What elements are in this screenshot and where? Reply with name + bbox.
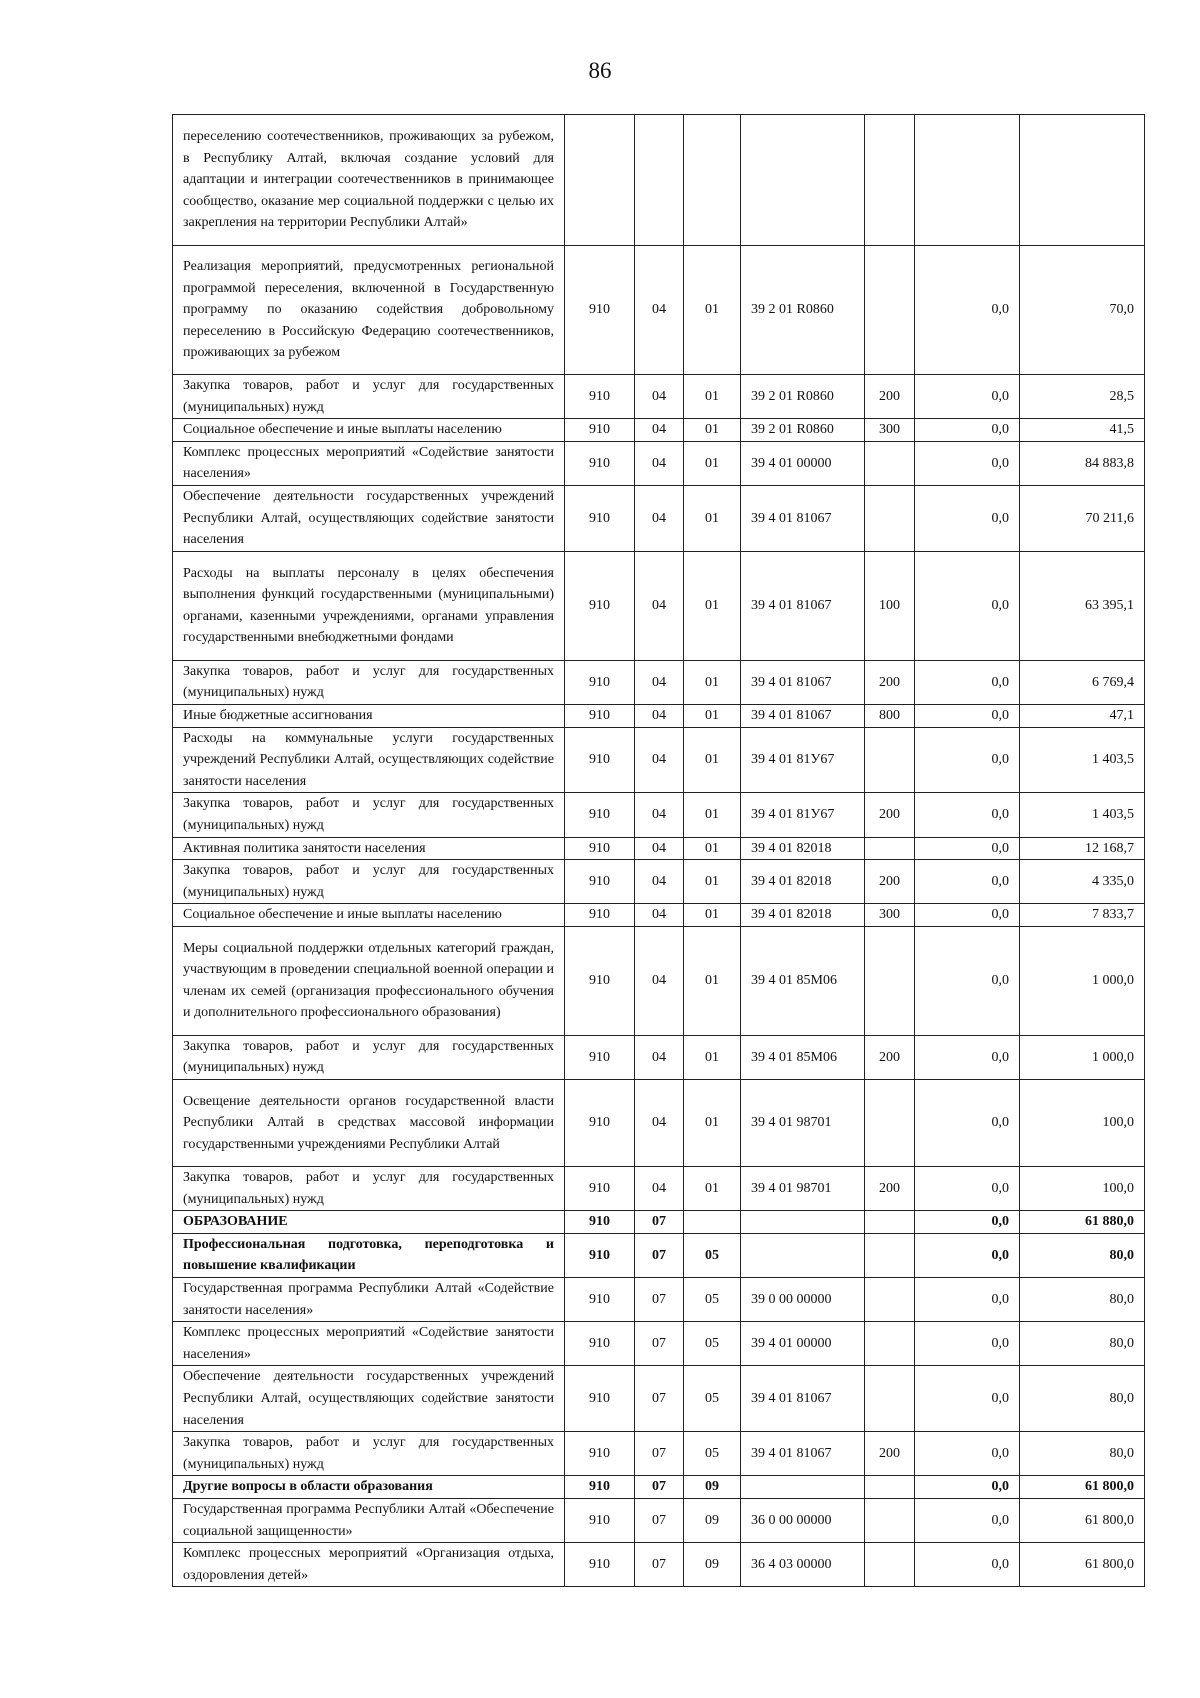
- row-expense-type: [865, 837, 915, 860]
- row-name: Комплекс процессных мероприятий «Организация отдыха, оздоровления детей»: [173, 1543, 565, 1587]
- row-target-article: 39 4 01 85М06: [741, 926, 865, 1035]
- row-amount-1: 0,0: [915, 485, 1020, 551]
- table-row: [173, 1035, 1145, 1079]
- row-amount-2: 1 403,5: [1020, 793, 1145, 837]
- row-target-article: 39 2 01 R0860: [741, 246, 865, 375]
- row-amount-2: 28,5: [1020, 375, 1145, 419]
- row-subsection-code: 01: [684, 551, 741, 660]
- row-amount-2: 80,0: [1020, 1278, 1145, 1322]
- row-target-article: 39 2 01 R0860: [741, 375, 865, 419]
- row-section-code: 07: [635, 1543, 684, 1587]
- row-grbs-code: 910: [565, 1167, 635, 1211]
- table-row: [173, 1432, 1145, 1476]
- row-subsection-code: [684, 1211, 741, 1234]
- row-target-article: 39 0 00 00000: [741, 1278, 865, 1322]
- row-expense-type: 200: [865, 1167, 915, 1211]
- row-grbs-code: 910: [565, 1233, 635, 1277]
- row-expense-type: [865, 926, 915, 1035]
- table-row: [173, 419, 1145, 442]
- row-section-code: 04: [635, 660, 684, 704]
- row-target-article: 39 4 01 82018: [741, 837, 865, 860]
- row-expense-type: [865, 1322, 915, 1366]
- row-subsection-code: 01: [684, 727, 741, 793]
- row-amount-1: 0,0: [915, 1543, 1020, 1587]
- row-target-article: 39 4 01 00000: [741, 441, 865, 485]
- row-section-code: 04: [635, 1035, 684, 1079]
- row-section-code: 04: [635, 419, 684, 442]
- row-amount-1: 0,0: [915, 1322, 1020, 1366]
- row-section-code: 04: [635, 704, 684, 727]
- row-section-code: 04: [635, 1080, 684, 1167]
- row-expense-type: 300: [865, 904, 915, 927]
- row-amount-1: 0,0: [915, 860, 1020, 904]
- table-row: [173, 1366, 1145, 1432]
- row-target-article: 39 2 01 R0860: [741, 419, 865, 442]
- row-section-code: 04: [635, 727, 684, 793]
- table-row: [173, 1211, 1145, 1234]
- budget-table: [172, 114, 1145, 1587]
- table-row: [173, 375, 1145, 419]
- row-name: Закупка товаров, работ и услуг для государственных (муниципальных) нужд: [173, 860, 565, 904]
- row-subsection-code: 01: [684, 246, 741, 375]
- row-grbs-code: 910: [565, 246, 635, 375]
- row-target-article: [741, 1211, 865, 1234]
- table-row: [173, 860, 1145, 904]
- table-row: [173, 441, 1145, 485]
- table-row: [173, 660, 1145, 704]
- row-amount-2: 80,0: [1020, 1233, 1145, 1277]
- row-amount-1: 0,0: [915, 1080, 1020, 1167]
- row-section-code: 07: [635, 1278, 684, 1322]
- row-amount-1: 0,0: [915, 704, 1020, 727]
- row-name: Закупка товаров, работ и услуг для государственных (муниципальных) нужд: [173, 660, 565, 704]
- row-target-article: 39 4 01 81067: [741, 551, 865, 660]
- row-expense-type: 200: [865, 1035, 915, 1079]
- row-target-article: 39 4 01 81067: [741, 485, 865, 551]
- row-name: Реализация мероприятий, предусмотренных региональной программой переселения, включенной в Государственную программу по оказанию содействия добровольному переселению в Российскую Федерацию соотечественников, проживающих за рубежом: [173, 246, 565, 375]
- row-name: Комплекс процессных мероприятий «Содействие занятости населения»: [173, 1322, 565, 1366]
- row-subsection-code: 01: [684, 704, 741, 727]
- table-row: [173, 793, 1145, 837]
- row-target-article: 36 0 00 00000: [741, 1498, 865, 1542]
- row-amount-2: 84 883,8: [1020, 441, 1145, 485]
- row-expense-type: [865, 1498, 915, 1542]
- row-subsection-code: 01: [684, 1035, 741, 1079]
- row-name: Расходы на коммунальные услуги государственных учреждений Республики Алтай, осуществляющих содействие занятости населения: [173, 727, 565, 793]
- row-amount-2: 80,0: [1020, 1366, 1145, 1432]
- row-name: Обеспечение деятельности государственных учреждений Республики Алтай, осуществляющих содействие занятости населения: [173, 485, 565, 551]
- row-expense-type: 200: [865, 1432, 915, 1476]
- row-section-code: 04: [635, 375, 684, 419]
- table-row: [173, 1322, 1145, 1366]
- row-subsection-code: 01: [684, 419, 741, 442]
- row-section-code: [635, 115, 684, 246]
- row-subsection-code: 01: [684, 793, 741, 837]
- row-grbs-code: 910: [565, 1322, 635, 1366]
- row-name: Закупка товаров, работ и услуг для государственных (муниципальных) нужд: [173, 793, 565, 837]
- row-amount-1: 0,0: [915, 1278, 1020, 1322]
- row-amount-1: 0,0: [915, 904, 1020, 927]
- row-target-article: 39 4 01 81067: [741, 1366, 865, 1432]
- row-grbs-code: 910: [565, 660, 635, 704]
- row-target-article: [741, 1476, 865, 1499]
- row-name: Государственная программа Республики Алтай «Содействие занятости населения»: [173, 1278, 565, 1322]
- row-name: Закупка товаров, работ и услуг для государственных (муниципальных) нужд: [173, 1432, 565, 1476]
- row-expense-type: [865, 1366, 915, 1432]
- row-target-article: 39 4 01 81067: [741, 704, 865, 727]
- row-grbs-code: 910: [565, 704, 635, 727]
- row-section-code: 04: [635, 837, 684, 860]
- row-name: Закупка товаров, работ и услуг для государственных (муниципальных) нужд: [173, 375, 565, 419]
- row-section-code: 04: [635, 485, 684, 551]
- row-grbs-code: 910: [565, 441, 635, 485]
- table-row: [173, 551, 1145, 660]
- row-amount-1: 0,0: [915, 660, 1020, 704]
- row-amount-2: 100,0: [1020, 1080, 1145, 1167]
- row-name: Другие вопросы в области образования: [173, 1476, 565, 1499]
- row-amount-1: 0,0: [915, 926, 1020, 1035]
- row-target-article: 39 4 01 82018: [741, 904, 865, 927]
- row-target-article: 39 4 01 00000: [741, 1322, 865, 1366]
- table-row: [173, 1233, 1145, 1277]
- row-name: переселению соотечественников, проживающих за рубежом, в Республику Алтай, включая создание условий для адаптации и интеграции соотечественников в принимающее сообщество, оказание мер социальной поддержки с целью их закрепления на территории Республики Алтай»: [173, 115, 565, 246]
- row-grbs-code: 910: [565, 1498, 635, 1542]
- row-expense-type: [865, 727, 915, 793]
- row-amount-2: 1 403,5: [1020, 727, 1145, 793]
- row-amount-2: 47,1: [1020, 704, 1145, 727]
- row-target-article: 39 4 01 98701: [741, 1167, 865, 1211]
- table-row: [173, 1167, 1145, 1211]
- row-amount-2: 100,0: [1020, 1167, 1145, 1211]
- row-amount-1: 0,0: [915, 1476, 1020, 1499]
- row-expense-type: [865, 1278, 915, 1322]
- table-row: [173, 1476, 1145, 1499]
- table-row: [173, 1498, 1145, 1542]
- row-grbs-code: 910: [565, 551, 635, 660]
- row-subsection-code: 01: [684, 837, 741, 860]
- row-subsection-code: 01: [684, 904, 741, 927]
- row-section-code: 07: [635, 1432, 684, 1476]
- row-grbs-code: 910: [565, 1543, 635, 1587]
- row-target-article: 39 4 01 81067: [741, 660, 865, 704]
- row-section-code: 04: [635, 860, 684, 904]
- page-number: 86: [588, 58, 612, 83]
- row-name: Социальное обеспечение и иные выплаты населению: [173, 904, 565, 927]
- row-section-code: 07: [635, 1366, 684, 1432]
- row-amount-1: 0,0: [915, 1035, 1020, 1079]
- row-amount-1: 0,0: [915, 1498, 1020, 1542]
- row-amount-1: 0,0: [915, 1233, 1020, 1277]
- row-expense-type: 300: [865, 419, 915, 442]
- row-amount-2: 7 833,7: [1020, 904, 1145, 927]
- row-amount-2: 12 168,7: [1020, 837, 1145, 860]
- row-section-code: 04: [635, 246, 684, 375]
- table-row: [173, 904, 1145, 927]
- row-amount-2: 61 800,0: [1020, 1498, 1145, 1542]
- row-amount-2: 1 000,0: [1020, 1035, 1145, 1079]
- row-grbs-code: [565, 115, 635, 246]
- row-subsection-code: 01: [684, 485, 741, 551]
- row-section-code: 04: [635, 551, 684, 660]
- row-amount-2: 6 769,4: [1020, 660, 1145, 704]
- row-amount-2: 61 800,0: [1020, 1543, 1145, 1587]
- row-section-code: 04: [635, 441, 684, 485]
- row-grbs-code: 910: [565, 1035, 635, 1079]
- table-row: [173, 1278, 1145, 1322]
- row-grbs-code: 910: [565, 1211, 635, 1234]
- row-subsection-code: 05: [684, 1432, 741, 1476]
- row-amount-1: 0,0: [915, 441, 1020, 485]
- row-name: Меры социальной поддержки отдельных категорий граждан, участвующим в проведении специальной военной операции и членам их семей (организация профессионального обучения и дополнительного профессионального образования): [173, 926, 565, 1035]
- row-grbs-code: 910: [565, 485, 635, 551]
- row-expense-type: [865, 1543, 915, 1587]
- row-amount-2: 70,0: [1020, 246, 1145, 375]
- row-grbs-code: 910: [565, 904, 635, 927]
- row-expense-type: 800: [865, 704, 915, 727]
- table-row: [173, 837, 1145, 860]
- row-section-code: 04: [635, 904, 684, 927]
- row-expense-type: [865, 115, 915, 246]
- row-subsection-code: 01: [684, 660, 741, 704]
- row-expense-type: [865, 1080, 915, 1167]
- row-subsection-code: 05: [684, 1278, 741, 1322]
- row-amount-1: 0,0: [915, 1167, 1020, 1211]
- row-section-code: 04: [635, 1167, 684, 1211]
- row-grbs-code: 910: [565, 1432, 635, 1476]
- row-grbs-code: 910: [565, 926, 635, 1035]
- budget-table-body: [173, 115, 1145, 1587]
- row-name: Освещение деятельности органов государственной власти Республики Алтай в средствах массовой информации государственными учреждениями Республики Алтай: [173, 1080, 565, 1167]
- row-expense-type: [865, 1211, 915, 1234]
- row-amount-1: 0,0: [915, 551, 1020, 660]
- row-subsection-code: 01: [684, 441, 741, 485]
- row-expense-type: 200: [865, 660, 915, 704]
- row-subsection-code: 05: [684, 1322, 741, 1366]
- row-grbs-code: 910: [565, 419, 635, 442]
- row-name: Закупка товаров, работ и услуг для государственных (муниципальных) нужд: [173, 1035, 565, 1079]
- row-section-code: 04: [635, 926, 684, 1035]
- table-row: [173, 926, 1145, 1035]
- table-row: [173, 704, 1145, 727]
- table-row: [173, 1080, 1145, 1167]
- row-grbs-code: 910: [565, 793, 635, 837]
- row-name: Активная политика занятости населения: [173, 837, 565, 860]
- row-amount-1: 0,0: [915, 837, 1020, 860]
- row-section-code: 07: [635, 1322, 684, 1366]
- row-amount-2: 1 000,0: [1020, 926, 1145, 1035]
- row-target-article: [741, 115, 865, 246]
- row-name: Социальное обеспечение и иные выплаты населению: [173, 419, 565, 442]
- row-subsection-code: 09: [684, 1543, 741, 1587]
- row-grbs-code: 910: [565, 727, 635, 793]
- row-amount-2: 4 335,0: [1020, 860, 1145, 904]
- row-grbs-code: 910: [565, 1278, 635, 1322]
- row-grbs-code: 910: [565, 1476, 635, 1499]
- row-expense-type: [865, 246, 915, 375]
- row-section-code: 04: [635, 793, 684, 837]
- row-name: Обеспечение деятельности государственных учреждений Республики Алтай, осуществляющих содействие занятости населения: [173, 1366, 565, 1432]
- table-row: [173, 1543, 1145, 1587]
- row-subsection-code: 05: [684, 1233, 741, 1277]
- row-amount-2: 80,0: [1020, 1322, 1145, 1366]
- row-target-article: 39 4 01 81У67: [741, 727, 865, 793]
- row-amount-1: 0,0: [915, 1211, 1020, 1234]
- row-grbs-code: 910: [565, 1366, 635, 1432]
- row-section-code: 07: [635, 1233, 684, 1277]
- row-subsection-code: [684, 115, 741, 246]
- row-expense-type: [865, 1233, 915, 1277]
- row-amount-2: 70 211,6: [1020, 485, 1145, 551]
- row-name: Комплекс процессных мероприятий «Содействие занятости населения»: [173, 441, 565, 485]
- row-section-code: 07: [635, 1211, 684, 1234]
- row-name: Иные бюджетные ассигнования: [173, 704, 565, 727]
- row-amount-2: 80,0: [1020, 1432, 1145, 1476]
- row-grbs-code: 910: [565, 837, 635, 860]
- row-target-article: 39 4 01 85М06: [741, 1035, 865, 1079]
- row-expense-type: 200: [865, 793, 915, 837]
- row-target-article: 39 4 01 98701: [741, 1080, 865, 1167]
- row-subsection-code: 01: [684, 1167, 741, 1211]
- row-section-code: 07: [635, 1498, 684, 1542]
- row-name: ОБРАЗОВАНИЕ: [173, 1211, 565, 1234]
- row-expense-type: 200: [865, 375, 915, 419]
- row-expense-type: [865, 485, 915, 551]
- row-amount-1: 0,0: [915, 419, 1020, 442]
- row-amount-2: 61 800,0: [1020, 1476, 1145, 1499]
- row-target-article: 36 4 03 00000: [741, 1543, 865, 1587]
- row-name: Закупка товаров, работ и услуг для государственных (муниципальных) нужд: [173, 1167, 565, 1211]
- row-subsection-code: 01: [684, 1080, 741, 1167]
- row-grbs-code: 910: [565, 1080, 635, 1167]
- row-expense-type: 200: [865, 860, 915, 904]
- row-subsection-code: 09: [684, 1498, 741, 1542]
- table-row: [173, 485, 1145, 551]
- row-amount-1: 0,0: [915, 727, 1020, 793]
- row-amount-2: [1020, 115, 1145, 246]
- row-amount-1: 0,0: [915, 1432, 1020, 1476]
- row-amount-1: 0,0: [915, 246, 1020, 375]
- row-subsection-code: 01: [684, 375, 741, 419]
- row-expense-type: 100: [865, 551, 915, 660]
- row-target-article: 39 4 01 82018: [741, 860, 865, 904]
- row-subsection-code: 09: [684, 1476, 741, 1499]
- row-amount-2: 61 880,0: [1020, 1211, 1145, 1234]
- row-name: Государственная программа Республики Алтай «Обеспечение социальной защищенности»: [173, 1498, 565, 1542]
- table-row: [173, 727, 1145, 793]
- row-section-code: 07: [635, 1476, 684, 1499]
- row-target-article: [741, 1233, 865, 1277]
- row-amount-1: 0,0: [915, 1366, 1020, 1432]
- row-subsection-code: 01: [684, 860, 741, 904]
- row-name: Профессиональная подготовка, переподготовка и повышение квалификации: [173, 1233, 565, 1277]
- row-amount-1: 0,0: [915, 375, 1020, 419]
- row-target-article: 39 4 01 81067: [741, 1432, 865, 1476]
- table-row: [173, 246, 1145, 375]
- row-amount-1: [915, 115, 1020, 246]
- row-expense-type: [865, 1476, 915, 1499]
- row-subsection-code: 05: [684, 1366, 741, 1432]
- row-amount-1: 0,0: [915, 793, 1020, 837]
- row-subsection-code: 01: [684, 926, 741, 1035]
- row-grbs-code: 910: [565, 860, 635, 904]
- row-target-article: 39 4 01 81У67: [741, 793, 865, 837]
- row-expense-type: [865, 441, 915, 485]
- table-row: [173, 115, 1145, 246]
- row-amount-2: 41,5: [1020, 419, 1145, 442]
- row-grbs-code: 910: [565, 375, 635, 419]
- row-name: Расходы на выплаты персоналу в целях обеспечения выполнения функций государственными (муниципальными) органами, казенными учреждениями, органами управления государственными внебюджетными фондами: [173, 551, 565, 660]
- row-amount-2: 63 395,1: [1020, 551, 1145, 660]
